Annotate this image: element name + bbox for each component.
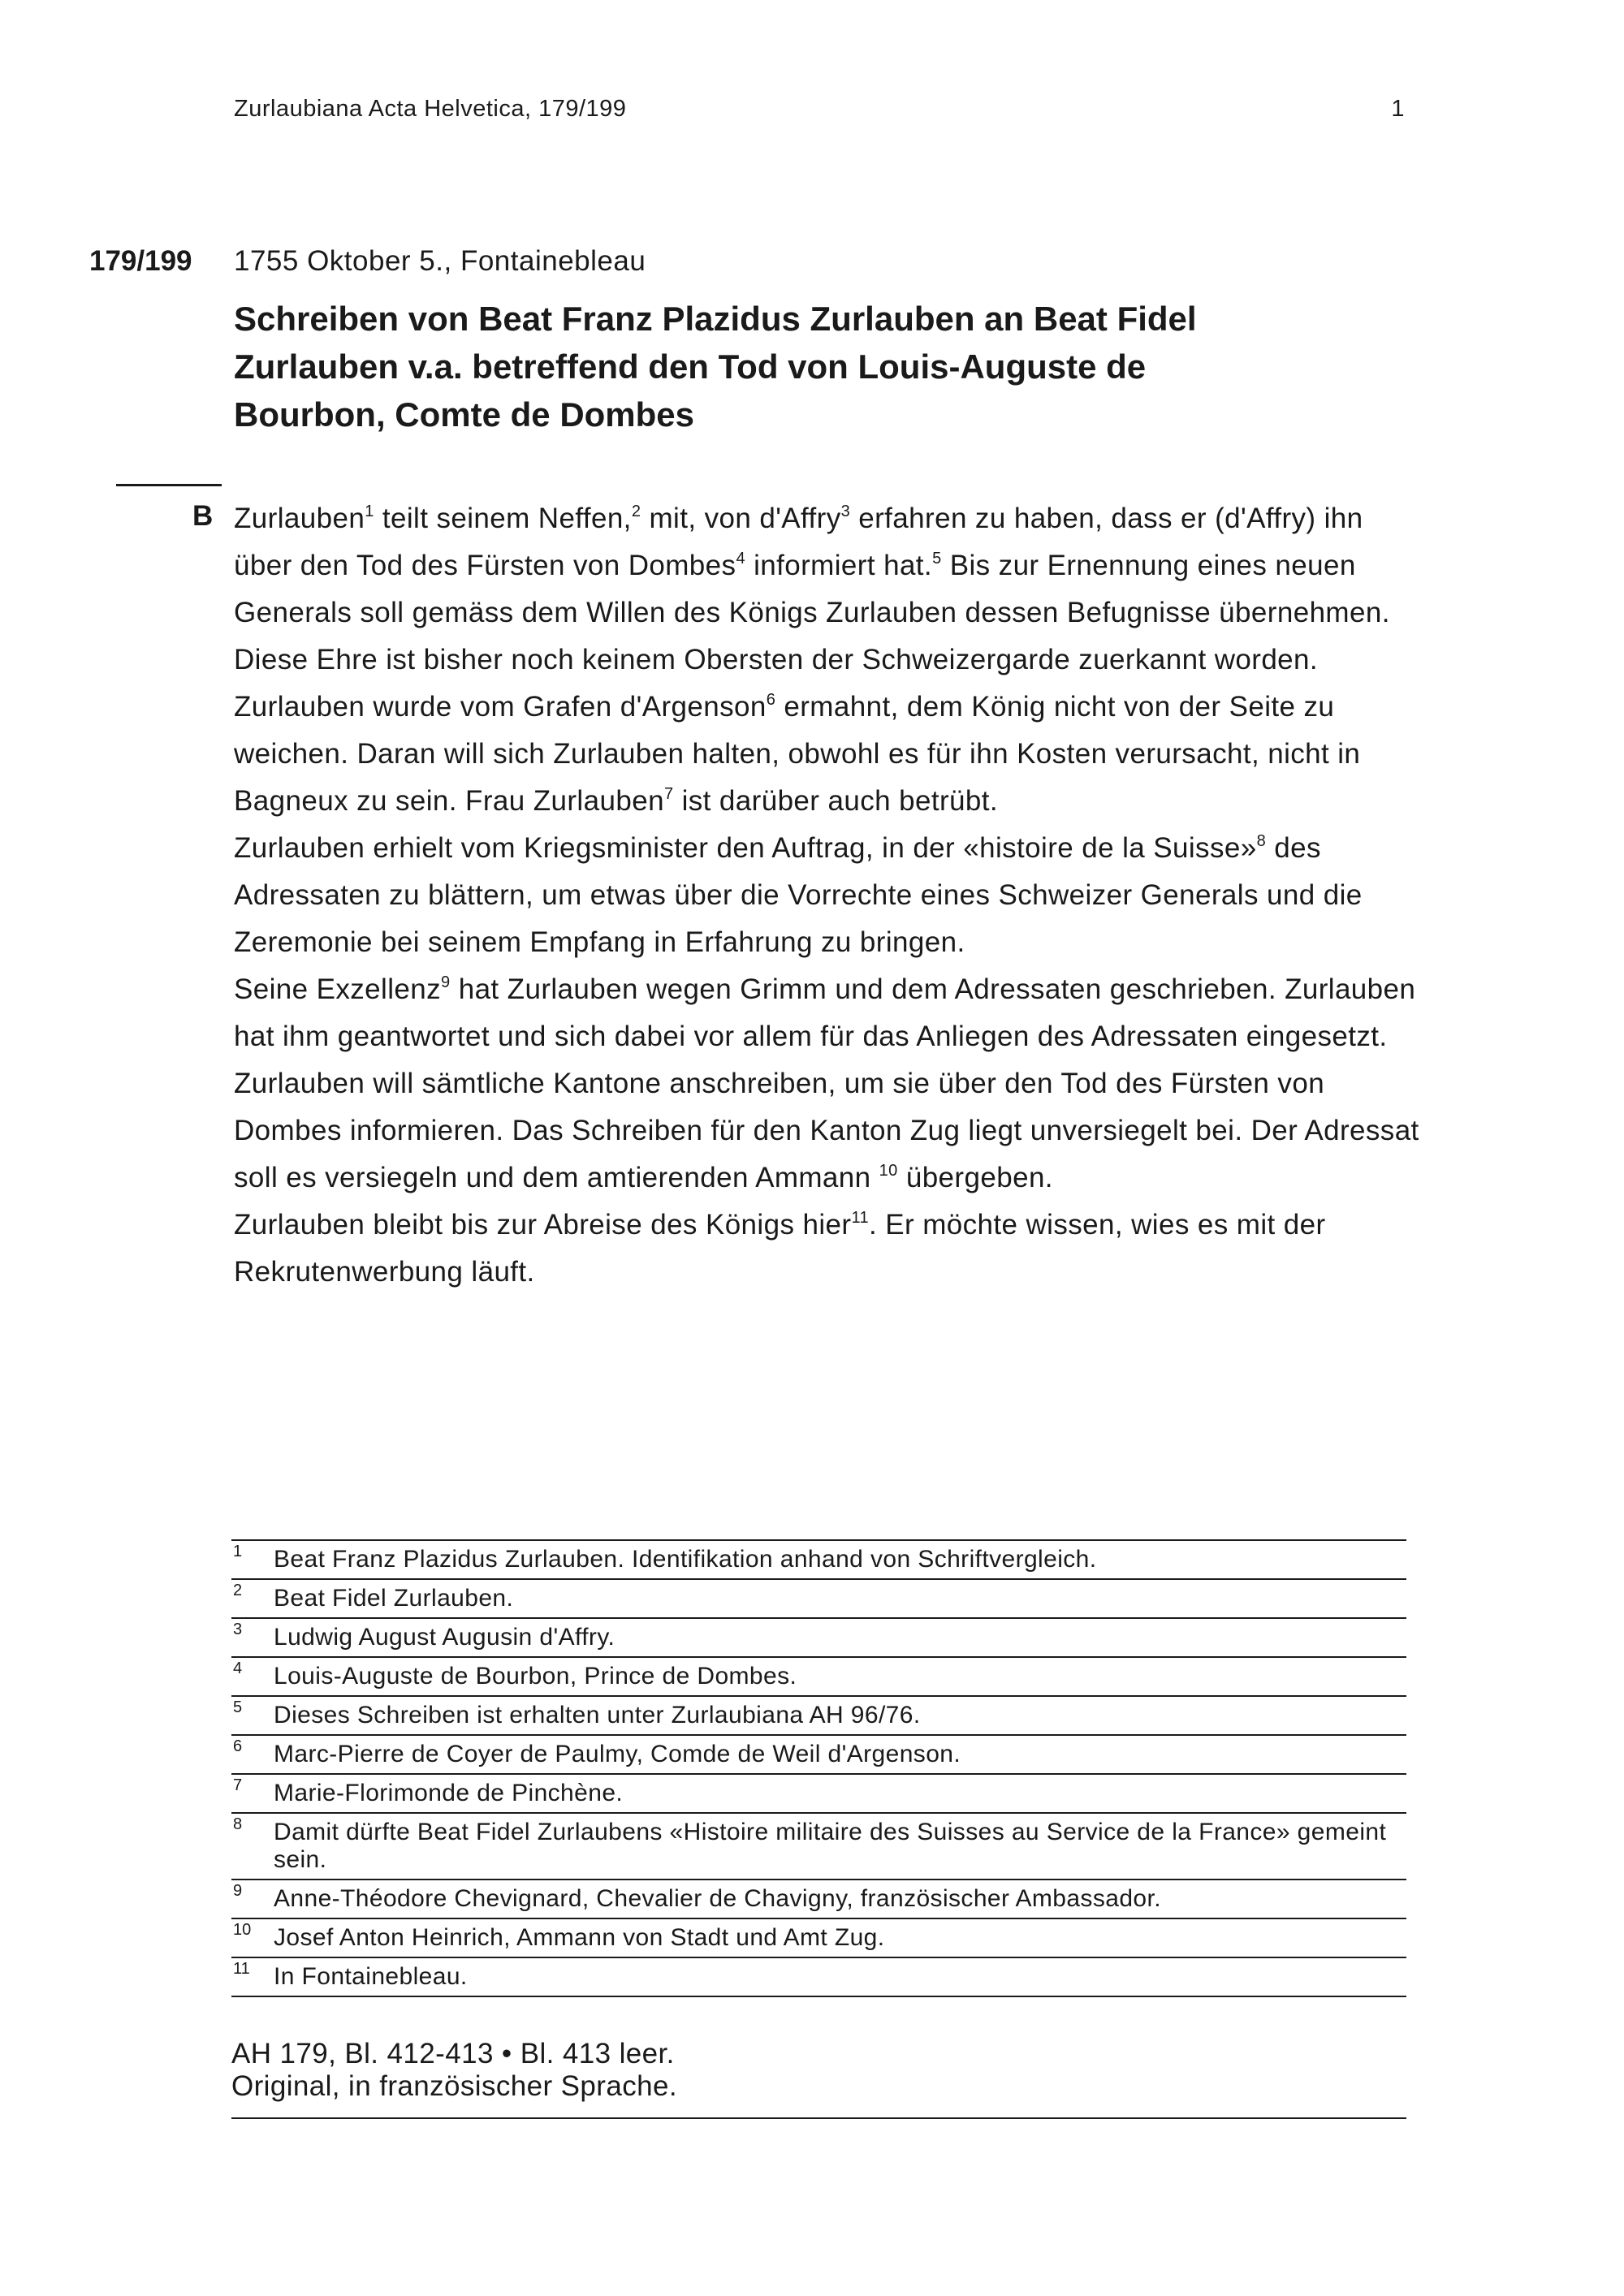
footnote-number: 10 — [233, 1921, 252, 1939]
footnote-number: 1 — [233, 1543, 243, 1560]
text-run: teilt seinem Neffen, — [374, 503, 632, 534]
footnote-number: 4 — [233, 1659, 243, 1677]
footnote-ref[interactable]: 5 — [932, 550, 942, 568]
footnote-number: 6 — [233, 1737, 243, 1755]
footnote-text: Beat Fidel Zurlauben. — [274, 1585, 514, 1612]
text-run: . Er möchte wissen, wies es mit der Rekrutenwerbung läuft. — [234, 1209, 1326, 1288]
regest-paragraph — [234, 825, 1419, 966]
footnote-item — [231, 1734, 1406, 1773]
text-run: Bis zur Ernennung eines neuen Generals soll gemäss dem Willen des Königs Zurlauben dessen Befugnisse übernehmen. Diese Ehre ist bisher noch keinem Obersten der Schweizergarde zuerkannt worden. Zurlauben wurde vom Grafen d'Argenson — [234, 550, 1390, 723]
margin-mark: B — [192, 500, 214, 532]
footnote-text: Josef Anton Heinrich, Ammann von Stadt und Amt Zug. — [274, 1924, 885, 1951]
footnote-item — [231, 1617, 1406, 1656]
text-run: hat Zurlauben wegen Grimm und dem Adressaten geschrieben. Zurlauben hat ihm geantwortet und sich dabei vor allem für das Anliegen des Adressaten eingesetzt. — [234, 973, 1416, 1052]
page-number: 1 — [1391, 96, 1405, 122]
text-run: informiert hat. — [745, 550, 933, 581]
text-run: Seine Exzellenz — [234, 973, 442, 1005]
footnote-ref[interactable]: 3 — [840, 503, 851, 520]
text-run: des Adressaten zu blättern, um etwas über die Vorrechte eines Schweizer Generals und die Zeremonie bei seinem Empfang in Erfahrung zu bringen. — [234, 832, 1363, 958]
footnote-item — [231, 1812, 1406, 1879]
footnote-item — [231, 1695, 1406, 1734]
text-run: Zurlauben will sämtliche Kantone anschreiben, um sie über den Tod des Fürsten von Dombes informieren. Das Schreiben für den Kanton Zug liegt unversiegelt bei. Der Adressat soll es versiegeln und dem amtierenden Ammann — [234, 1068, 1419, 1193]
footnote-item — [231, 1957, 1406, 1997]
footnote-number: 2 — [233, 1582, 243, 1599]
footnote-text: Anne-Théodore Chevignard, Chevalier de Chavigny, französischer Ambassador. — [274, 1885, 1161, 1912]
text-run: ist darüber auch betrübt. — [673, 785, 998, 817]
regest-paragraph — [234, 1060, 1419, 1202]
footnote-list — [231, 1539, 1406, 1997]
footnote-ref[interactable]: 6 — [766, 691, 776, 709]
footnote-ref[interactable]: 2 — [631, 503, 641, 520]
text-run: Zurlauben bleibt bis zur Abreise des Königs hier — [234, 1209, 852, 1241]
margin-rule — [116, 484, 222, 486]
footnote-ref[interactable]: 9 — [441, 973, 451, 991]
date-place-line: 1755 Oktober 5., Fontainebleau — [234, 245, 646, 277]
footnote-number: 7 — [233, 1776, 243, 1794]
document-title: Schreiben von Beat Franz Plazidus Zurlauben an Beat Fidel Zurlauben v.a. betreffend den Tod von Louis-Auguste de Bourbon, Comte de Dombes — [234, 300, 1197, 434]
footnote-ref[interactable]: 10 — [879, 1162, 898, 1180]
footnote-item — [231, 1879, 1406, 1918]
footnote-text: Ludwig August Augusin d'Affry. — [274, 1624, 615, 1651]
footnote-number: 9 — [233, 1882, 243, 1900]
footnote-text: Louis-Auguste de Bourbon, Prince de Dombes. — [274, 1663, 797, 1690]
source-signature: AH 179, Bl. 412-413 • Bl. 413 leer. — [231, 2038, 675, 2069]
text-run: erfahren zu haben, dass er (d'Affry) ihn über den Tod des Fürsten von Dombes — [234, 503, 1363, 581]
footnote-item — [231, 1918, 1406, 1957]
source-block — [231, 2038, 1406, 2119]
text-run: übergeben. — [897, 1162, 1053, 1193]
footnote-item — [231, 1773, 1406, 1812]
footnote-text: Damit dürfte Beat Fidel Zurlaubens «Histoire militaire des Suisses au Service de la France» gemeint sein. — [274, 1819, 1387, 1873]
source-note: Original, in französischer Sprache. — [231, 2070, 677, 2102]
footnote-number: 3 — [233, 1621, 243, 1638]
footnote-ref[interactable]: 11 — [851, 1209, 870, 1227]
text-run: mit, von d'Affry — [641, 503, 841, 534]
document-number: 179/199 — [89, 245, 192, 277]
running-title: Zurlaubiana Acta Helvetica, 179/199 — [234, 96, 627, 122]
footnote-number: 8 — [233, 1815, 243, 1833]
footnote-item — [231, 1539, 1406, 1578]
footnote-text: In Fontainebleau. — [274, 1963, 468, 1990]
regest-body — [234, 495, 1419, 1296]
footnote-ref[interactable]: 1 — [365, 503, 374, 520]
text-run: ermahnt, dem König nicht von der Seite zu weichen. Daran will sich Zurlauben halten, obwohl es für ihn Kosten verursacht, nicht in Bagneux zu sein. Frau Zurlauben — [234, 691, 1361, 817]
footnote-text: Marc-Pierre de Coyer de Paulmy, Comde de Weil d'Argenson. — [274, 1741, 961, 1767]
footnote-text: Dieses Schreiben ist erhalten unter Zurlaubiana AH 96/76. — [274, 1702, 921, 1728]
text-run: Zurlauben — [234, 503, 365, 534]
text-run: Zurlauben erhielt vom Kriegsminister den Auftrag, in der «histoire de la Suisse» — [234, 832, 1257, 864]
running-header — [234, 96, 1405, 123]
footnote-ref[interactable]: 4 — [736, 550, 745, 568]
footnote-text: Marie-Florimonde de Pinchène. — [274, 1780, 624, 1806]
footnote-ref[interactable]: 7 — [663, 785, 674, 803]
regest-paragraph — [234, 966, 1419, 1060]
footnote-item — [231, 1578, 1406, 1617]
footnote-text: Beat Franz Plazidus Zurlauben. Identifikation anhand von Schriftvergleich. — [274, 1546, 1097, 1573]
footnote-number: 11 — [233, 1960, 250, 1978]
regest-paragraph — [234, 495, 1419, 825]
footnote-item — [231, 1656, 1406, 1695]
regest-paragraph — [234, 1202, 1419, 1296]
footnote-number: 5 — [233, 1698, 243, 1716]
footnote-ref[interactable]: 8 — [1256, 832, 1267, 850]
